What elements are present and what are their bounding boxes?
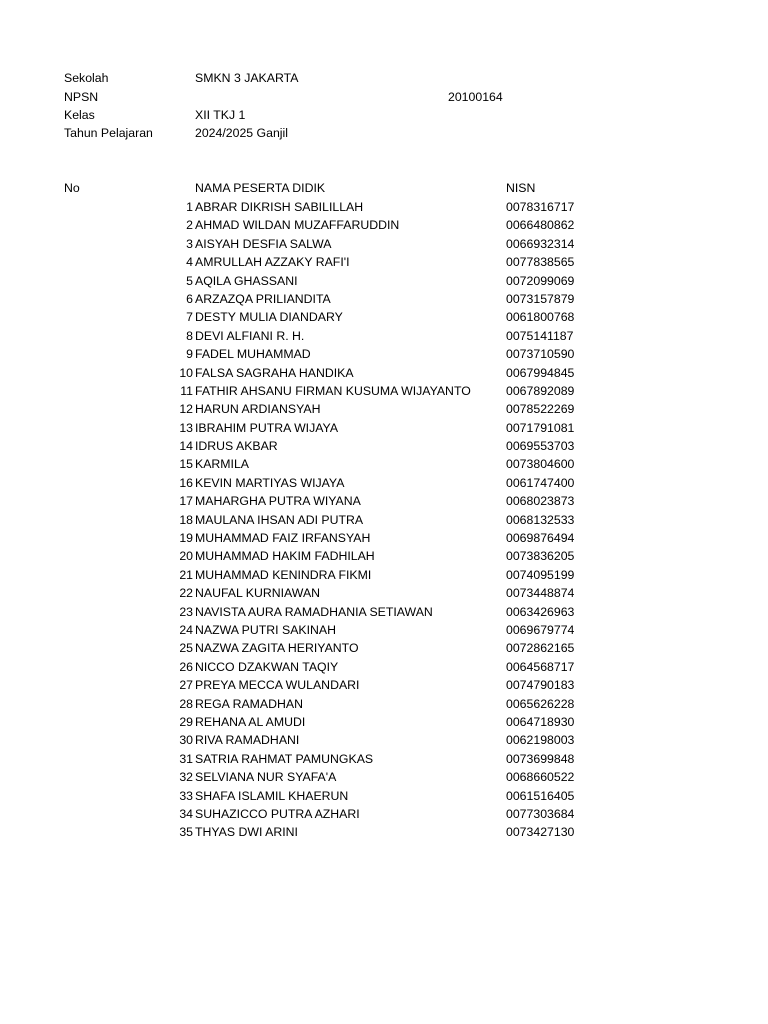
- kelas-value: XII TKJ 1: [195, 108, 246, 122]
- table-row: [0, 382, 768, 400]
- student-name: DESTY MULIA DIANDARY: [195, 310, 343, 325]
- table-row: [0, 750, 768, 768]
- student-nisn: 0066932314: [506, 236, 575, 251]
- student-nisn: 0065626228: [506, 696, 575, 711]
- table-row: [0, 216, 768, 234]
- student-name: SATRIA RAHMAT PAMUNGKAS: [195, 751, 374, 766]
- table-row: [0, 437, 768, 455]
- row-number: 34: [179, 806, 193, 821]
- student-nisn: 0075141187: [506, 328, 574, 343]
- student-nisn: 0064568717: [506, 659, 575, 674]
- row-number: 20: [179, 549, 193, 564]
- table-row: [0, 603, 768, 621]
- row-number: 10: [179, 365, 193, 380]
- student-name: THYAS DWI ARINI: [195, 825, 298, 840]
- row-number: 1: [186, 200, 193, 214]
- student-nisn: 0062198003: [506, 733, 575, 748]
- student-nisn: 0073804600: [506, 457, 575, 472]
- row-number: 26: [179, 659, 193, 674]
- student-name: FALSA SAGRAHA HANDIKA: [195, 365, 354, 380]
- student-name: KARMILA: [195, 457, 249, 472]
- row-number: 9: [186, 347, 193, 362]
- student-name: FATHIR AHSANU FIRMAN KUSUMA WIJAYANTO: [195, 383, 471, 398]
- student-name: FADEL MUHAMMAD: [195, 347, 311, 362]
- student-nisn: 0073836205: [506, 549, 575, 564]
- student-nisn: 0072099069: [506, 273, 575, 288]
- student-nisn: 0066480862: [506, 218, 575, 233]
- student-name: MAULANA IHSAN ADI PUTRA: [195, 512, 364, 527]
- student-nisn: 0073710590: [506, 347, 575, 362]
- student-name: HARUN ARDIANSYAH: [195, 402, 321, 417]
- table-row: [0, 529, 768, 547]
- table-row: [0, 364, 768, 382]
- npsn-label: NPSN: [64, 90, 99, 104]
- student-name: REHANA AL AMUDI: [195, 714, 306, 729]
- row-number: 15: [179, 457, 193, 472]
- student-nisn: 0073427130: [506, 825, 575, 840]
- row-number: 6: [186, 291, 193, 306]
- row-number: 24: [179, 622, 193, 637]
- student-nisn: 0063426963: [506, 604, 575, 619]
- student-nisn: 0078316717: [506, 200, 575, 214]
- row-number: 18: [179, 512, 193, 527]
- table-row: [0, 713, 768, 731]
- table-row: [0, 584, 768, 602]
- student-nisn: 0068132533: [506, 512, 575, 527]
- npsn-value: 20100164: [448, 90, 503, 104]
- student-name: AMRULLAH AZZAKY RAFI'I: [195, 255, 350, 270]
- row-number: 7: [186, 310, 193, 325]
- student-nisn: 0061800768: [506, 310, 575, 325]
- row-number: 11: [180, 383, 193, 398]
- row-number: 22: [179, 586, 193, 601]
- table-row: [0, 253, 768, 271]
- header-nama-peserta-didik: NAMA PESERTA DIDIK: [195, 181, 326, 195]
- student-name: NAZWA PUTRI SAKINAH: [195, 622, 336, 637]
- table-row: [0, 198, 768, 216]
- row-number: 28: [179, 696, 193, 711]
- student-nisn: 0078522269: [506, 402, 575, 417]
- student-nisn: 0071791081: [506, 420, 575, 435]
- table-row: [0, 492, 768, 510]
- table-row: [0, 676, 768, 694]
- table-row: [0, 345, 768, 363]
- tahun-pelajaran-value: 2024/2025 Ganjil: [195, 126, 288, 140]
- row-number: 31: [179, 751, 193, 766]
- student-name: AQILA GHASSANI: [195, 273, 298, 288]
- row-number: 25: [179, 641, 193, 656]
- row-number: 3: [186, 236, 193, 251]
- student-nisn: 0069553703: [506, 439, 575, 454]
- row-number: 23: [179, 604, 193, 619]
- student-name: AHMAD WILDAN MUZAFFARUDDIN: [195, 218, 400, 233]
- table-row: [0, 547, 768, 565]
- tahun-pelajaran-label: Tahun Pelajaran: [64, 126, 153, 140]
- row-number: 29: [179, 714, 193, 729]
- header-no: No: [64, 181, 80, 195]
- student-name: NAUFAL KURNIAWAN: [195, 586, 321, 601]
- table-row: [0, 290, 768, 308]
- row-number: 14: [179, 439, 193, 454]
- student-nisn: 0069679774: [506, 622, 575, 637]
- table-row: [0, 768, 768, 786]
- student-name: KEVIN MARTIYAS WIJAYA: [195, 475, 345, 490]
- student-name: SUHAZICCO PUTRA AZHARI: [195, 806, 360, 821]
- kelas-label: Kelas: [64, 108, 95, 122]
- student-name: SHAFA ISLAMIL KHAERUN: [195, 788, 349, 803]
- student-list: [0, 198, 768, 842]
- student-nisn: 0067892089: [506, 383, 575, 398]
- student-nisn: 0074790183: [506, 678, 575, 693]
- student-nisn: 0068023873: [506, 494, 575, 509]
- row-number: 30: [179, 733, 193, 748]
- student-nisn: 0073448874: [506, 586, 575, 601]
- student-name: ABRAR DIKRISH SABILILLAH: [195, 200, 364, 214]
- student-nisn: 0077838565: [506, 255, 575, 270]
- table-row: [0, 474, 768, 492]
- row-number: 33: [179, 788, 193, 803]
- student-nisn: 0073157879: [506, 291, 575, 306]
- student-nisn: 0077303684: [506, 806, 575, 821]
- table-row: [0, 731, 768, 749]
- table-row: [0, 308, 768, 326]
- student-name: AISYAH DESFIA SALWA: [195, 236, 332, 251]
- header-nisn: NISN: [506, 181, 536, 195]
- table-row: [0, 419, 768, 437]
- table-row: [0, 455, 768, 473]
- table-row: [0, 639, 768, 657]
- student-name: IBRAHIM PUTRA WIJAYA: [195, 420, 339, 435]
- row-number: 17: [179, 494, 193, 509]
- student-name: NAZWA ZAGITA HERIYANTO: [195, 641, 359, 656]
- row-number: 21: [179, 567, 193, 582]
- student-name: PREYA MECCA WULANDARI: [195, 678, 360, 693]
- table-row: [0, 695, 768, 713]
- student-name: MUHAMMAD FAIZ IRFANSYAH: [195, 531, 371, 546]
- row-number: 32: [179, 770, 193, 785]
- row-number: 13: [179, 420, 193, 435]
- table-row: [0, 658, 768, 676]
- row-number: 16: [179, 475, 193, 490]
- student-nisn: 0069876494: [506, 531, 575, 546]
- table-row: [0, 400, 768, 418]
- row-number: 19: [179, 531, 193, 546]
- student-nisn: 0067994845: [506, 365, 575, 380]
- table-row: [0, 511, 768, 529]
- row-number: 35: [179, 825, 193, 840]
- table-row: [0, 327, 768, 345]
- row-number: 27: [179, 678, 193, 693]
- sekolah-label: Sekolah: [64, 71, 109, 85]
- student-nisn: 0073699848: [506, 751, 575, 766]
- table-row: [0, 787, 768, 805]
- sekolah-value: SMKN 3 JAKARTA: [195, 71, 299, 85]
- student-nisn: 0074095199: [506, 567, 575, 582]
- row-number: 4: [186, 255, 193, 270]
- student-nisn: 0061516405: [506, 788, 575, 803]
- table-row: [0, 566, 768, 584]
- table-row: [0, 235, 768, 253]
- row-number: 8: [186, 328, 193, 343]
- row-number: 5: [186, 273, 193, 288]
- student-nisn: 0064718930: [506, 714, 575, 729]
- student-name: ARZAZQA PRILIANDITA: [195, 291, 331, 306]
- student-name: MUHAMMAD KENINDRA FIKMI: [195, 567, 372, 582]
- student-name: MAHARGHA PUTRA WIYANA: [195, 494, 361, 509]
- row-number: 2: [186, 218, 193, 233]
- student-name: REGA RAMADHAN: [195, 696, 303, 711]
- student-name: NAVISTA AURA RAMADHANIA SETIAWAN: [195, 604, 433, 619]
- student-name: RIVA RAMADHANI: [195, 733, 300, 748]
- student-name: IDRUS AKBAR: [195, 439, 278, 454]
- student-name: MUHAMMAD HAKIM FADHILAH: [195, 549, 375, 564]
- table-row: [0, 621, 768, 639]
- student-nisn: 0072862165: [506, 641, 575, 656]
- student-name: SELVIANA NUR SYAFA'A: [195, 770, 337, 785]
- student-nisn: 0068660522: [506, 770, 575, 785]
- student-name: DEVI ALFIANI R. H.: [195, 328, 305, 343]
- student-name: NICCO DZAKWAN TAQIY: [195, 659, 339, 674]
- row-number: 12: [179, 402, 193, 417]
- student-nisn: 0061747400: [506, 475, 575, 490]
- table-row: [0, 823, 768, 841]
- table-row: [0, 272, 768, 290]
- table-row: [0, 805, 768, 823]
